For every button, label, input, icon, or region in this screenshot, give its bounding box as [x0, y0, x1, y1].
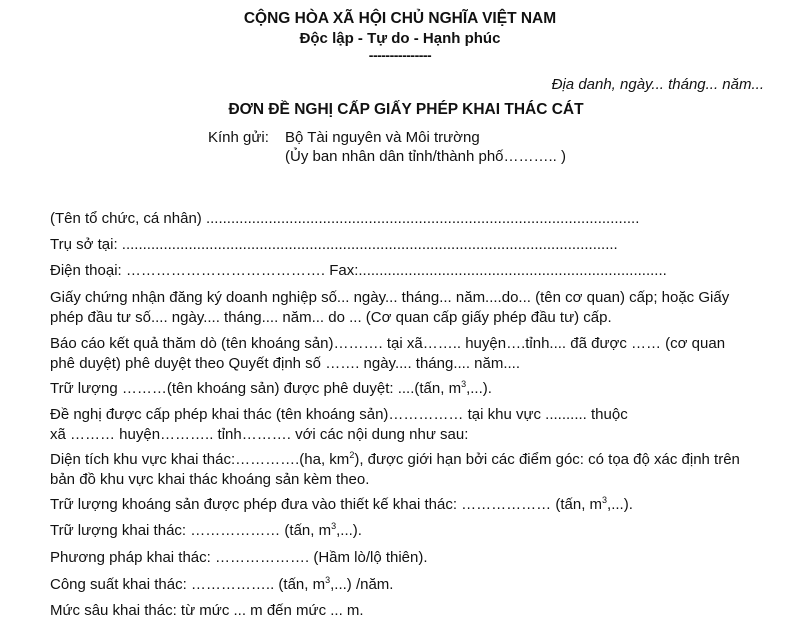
mining-capacity-field: Công suất khai thác: …………….. (tấn, $m^3$,...) /năm. — [50, 575, 394, 593]
business-certificate-line-2: phép đầu tư số.... ngày.... tháng.... năm... do ... (Cơ quan cấp giấy phép đầu tư) cấp. — [50, 309, 612, 326]
approved-reserve-field: Trữ lượng ………(tên khoáng sản) được phê duyệt: ....(tấn, $m^3$,...). — [50, 379, 492, 397]
mining-method-field: Phương pháp khai thác: ………………. (Hầm lò/lộ thiên). — [50, 549, 428, 566]
place-date-line: Địa danh, ngày... tháng... năm... — [551, 76, 764, 93]
mining-area-line-2: bản đồ khu vực khai thác khoáng sản kèm theo. — [50, 471, 370, 488]
mining-area-line-1: Diện tích khu vực khai thác:………….(ha, $km^2$), được giới hạn bởi các điểm góc: có tọa độ xác định trên — [50, 450, 740, 468]
design-reserve-field: Trữ lượng khoáng sản được phép đưa vào thiết kế khai thác: ……………… (tấn, $m^3$,...). — [50, 495, 633, 513]
mining-depth-field: Mức sâu khai thác: từ mức ... m đến mức ... m. — [50, 602, 364, 619]
recipient-line-2: (Ủy ban nhân dân tỉnh/thành phố……….. ) — [285, 148, 567, 165]
survey-report-line-2: phê duyệt) phê duyệt theo Quyết định số ……. ngày.... tháng.... năm.... — [50, 355, 521, 372]
phone-fax-field: Điện thoại: …………………………………. Fax:.......................................................................... — [50, 262, 667, 279]
applicant-name-field: (Tên tổ chức, cá nhân) ........................................................................................................ — [50, 210, 640, 227]
header-separator: --------------- — [368, 47, 432, 63]
recipient-line-1: Bộ Tài nguyên và Môi trường — [285, 129, 480, 146]
request-line-2: xã ……… huyện……….. tỉnh………. với các nội dung như sau: — [50, 426, 469, 443]
mining-reserve-field: Trữ lượng khai thác: ……………… (tấn, $m^3$,...). — [50, 521, 362, 539]
recipient-label: Kính gửi: — [208, 129, 269, 146]
request-line-1: Đề nghị được cấp phép khai thác (tên khoáng sản)…………… tại khu vực .......... thuộc — [50, 406, 628, 423]
document-title: ĐƠN ĐỀ NGHỊ CẤP GIẤY PHÉP KHAI THÁC CÁT — [228, 101, 584, 118]
address-field: Trụ sở tại: ....................................................................................................................... — [50, 236, 618, 253]
survey-report-line-1: Báo cáo kết quả thăm dò (tên khoáng sản)………. tại xã…….. huyện….tỉnh.... đã được …… (cơ quan — [50, 335, 726, 352]
nation-heading: CỘNG HÒA XÃ HỘI CHỦ NGHĨA VIỆT NAM — [243, 10, 557, 27]
business-certificate-line-1: Giấy chứng nhận đăng ký doanh nghiệp số... ngày... tháng... năm....do... (tên cơ quan) cấp; hoặc Giấy — [50, 289, 730, 306]
motto: Độc lập - Tự do - Hạnh phúc — [299, 30, 501, 47]
